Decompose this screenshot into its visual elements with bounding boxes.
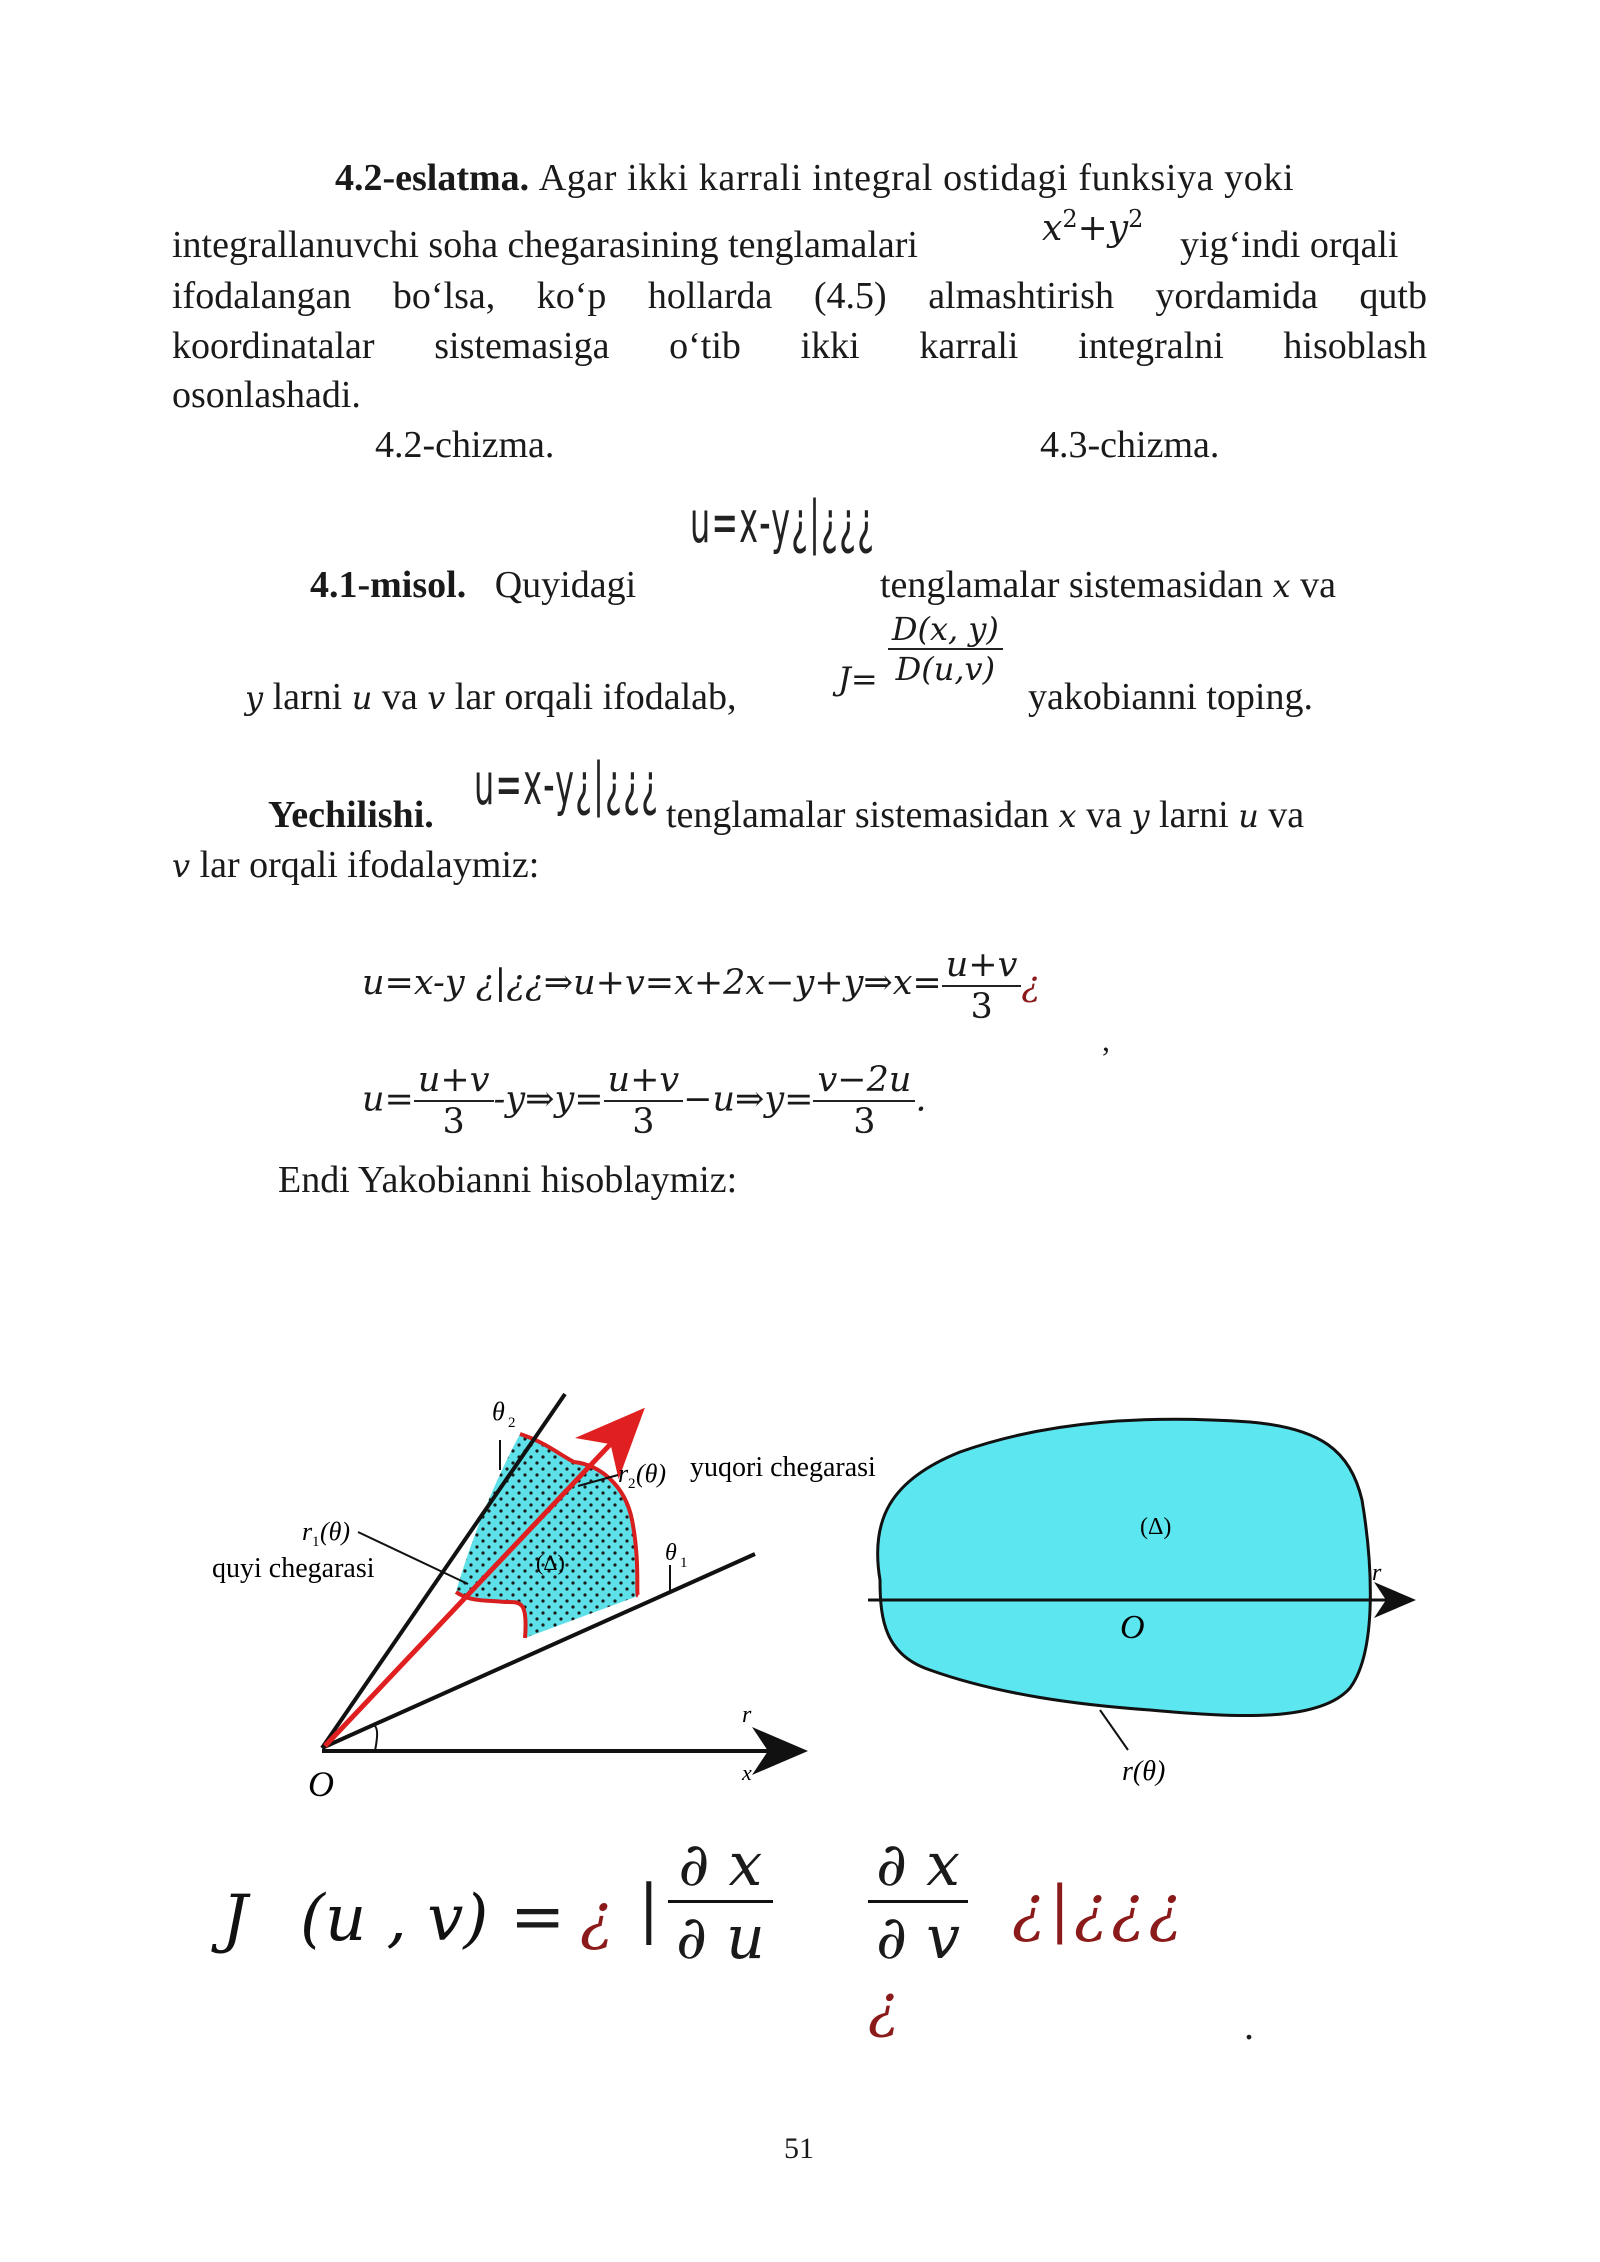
caption-figure-4-2: 4.2-chizma. <box>375 424 555 466</box>
jacobian-under: ¿ <box>868 1972 900 2040</box>
jacobian-q1: ¿ <box>580 1880 614 1953</box>
remark-line-5: osonlashadi. <box>172 374 361 416</box>
r-axis-label-right: r <box>1372 1560 1382 1586</box>
solution-text-1: tenglamalar sistemasidan x va y larni u va <box>666 794 1305 836</box>
r1-arg: (θ) <box>320 1517 351 1546</box>
figures-svg <box>0 1370 1600 1820</box>
remark-text-2: integrallanuvchi soha chegarasining tenglamalari <box>172 224 918 266</box>
remark-label: 4.2-eslatma. <box>335 157 530 199</box>
system-glyph-1: u=x-y¿|¿¿¿ <box>690 488 876 556</box>
region-delta-blob <box>878 1419 1371 1715</box>
r1-label: r <box>302 1517 313 1546</box>
origin-label: O <box>308 1764 334 1804</box>
partial-x-u: ∂ x ∂ u <box>668 1830 773 1973</box>
example-text-1: tenglamalar sistemasidan x va <box>880 564 1336 606</box>
r2-arg: (θ) <box>636 1459 667 1488</box>
equation-2: u= $\frac{u+v}{3}$ -y⇒y= $\frac{u+v}{3}$ −u⇒y= $\frac{v-2u}{3}$ . <box>362 1060 927 1142</box>
origin-label-right: O <box>1120 1609 1145 1646</box>
jacobian-tail: ¿|¿¿¿ <box>1012 1872 1186 1945</box>
remark-line-1 <box>335 153 1294 203</box>
jacobian-args: (u , v) <box>300 1882 489 1956</box>
r1-sub: 1 <box>312 1534 320 1550</box>
remark-text-1: Agar ikki karrali integral ostidagi funksiya yoki <box>538 157 1295 199</box>
r2-sub: 2 <box>628 1476 636 1492</box>
theta1-label: θ <box>665 1540 677 1566</box>
equation-1: u=x-y ¿|¿¿⇒u+v=x+2x−y+y⇒x= $\frac{u+v}{3}$ ¿ <box>362 945 1041 1027</box>
x-axis-label: x <box>742 1760 752 1785</box>
system-glyph-2: u=x-y¿|¿¿¿ <box>474 750 660 818</box>
theta2-label: θ <box>492 1397 505 1426</box>
remark-text-2-end: yig‘indi orqali <box>1180 224 1399 266</box>
page-number: 51 <box>784 2132 814 2165</box>
example-word: Quyidagi <box>494 564 637 606</box>
sum-squares-expr: $x^2+y^2$ <box>1042 205 1144 249</box>
jacobian-J: J <box>222 1882 248 1956</box>
endi-line: Endi Yakobianni hisoblaymiz: <box>278 1159 738 1201</box>
example-label: 4.1-misol. <box>310 564 467 606</box>
region-delta-label-right: (Δ) <box>1140 1514 1172 1540</box>
remark-line-2 <box>172 220 918 270</box>
jacobian-equals: = <box>510 1878 566 1955</box>
angle-arc <box>374 1725 377 1751</box>
theta2-sub: 2 <box>508 1415 516 1431</box>
equation-1-comma: , <box>1102 1022 1110 1058</box>
example-label-line <box>310 560 636 610</box>
partial-x-v: ∂ x ∂ v <box>868 1830 968 1973</box>
jacobian-definition: J= $\frac{D(x, y)}{D(u,v)}$ <box>838 610 1003 688</box>
solution-line-2: v lar orqali ifodalaymiz: <box>172 844 540 886</box>
remark-line-4: koordinatalar sistemasiga o‘tib ikki karrali integralni hisoblash <box>172 325 1427 367</box>
figure-region <box>868 1419 1410 1787</box>
example-text-3: yakobianni toping. <box>1028 676 1313 718</box>
lower-boundary-label: quyi chegarasi <box>212 1553 375 1584</box>
solution-label: Yechilishi. <box>268 794 434 836</box>
jacobian-dot: . <box>1244 2003 1254 2048</box>
example-line-2: y larni u va v lar orqali ifodalab, <box>245 676 737 718</box>
figure-polar-sector <box>212 1394 876 1804</box>
caption-figure-4-3: 4.3-chizma. <box>1040 424 1220 466</box>
jacobian-bar: | <box>638 1872 660 1946</box>
upper-boundary-label: yuqori chegarasi <box>690 1452 876 1483</box>
region-delta-label: (Δ) <box>536 1550 565 1575</box>
remark-line-3: ifodalangan bo‘lsa, ko‘p hollarda (4.5) almashtirish yordamida qutb <box>172 275 1427 317</box>
pointer-r-theta <box>1100 1710 1128 1750</box>
r-theta-label: r(θ) <box>1122 1756 1166 1787</box>
r2-label: r <box>618 1459 629 1488</box>
region-delta-fill <box>456 1434 638 1638</box>
r-axis-label: r <box>742 1702 752 1728</box>
theta1-sub: 1 <box>680 1555 688 1571</box>
